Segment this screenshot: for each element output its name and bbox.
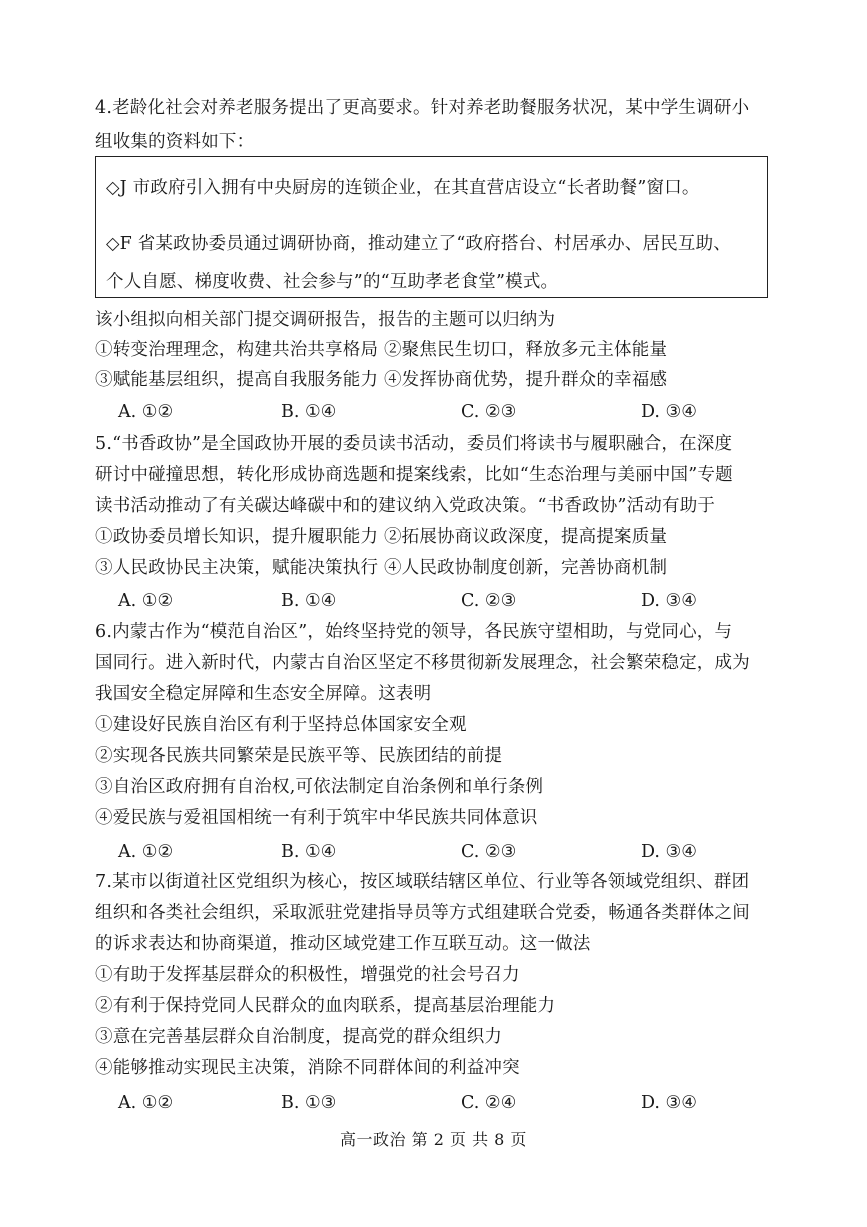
q6-item-4: ④爱民族与爱祖国相统一有利于筑牢中华民族共同体意识 [95,808,538,828]
q4-stem-line-2: 组收集的资料如下： [95,132,255,152]
q5-option-c: C. ②③ [461,591,517,611]
q7-option-d: D. ③④ [641,1093,697,1113]
q4-item-line-1: ①转变治理理念，构建共治共享格局 ②聚焦民生切口，释放多元主体能量 [95,340,668,360]
q5-options [118,591,738,611]
q7-item-2: ②有利于保持党同人民群众的血肉联系，提高基层治理能力 [95,996,556,1016]
q5-stem-line-1: 5.“书香政协”是全国政协开展的委员读书活动，委员们将读书与履职融合，在深度 [95,434,733,454]
q6-option-c: C. ②③ [461,842,517,862]
q7-stem-line-3: 的诉求表达和协商渠道，推动区域党建工作互联互动。这一做法 [95,934,591,954]
q4-option-a: A. ①② [118,402,174,422]
q5-option-d: D. ③④ [641,591,697,611]
q4-options [118,402,738,422]
q7-stem-line-2: 组织和各类社会组织，采取派驻党建指导员等方式组建联合党委，畅通各类群体之间 [95,903,750,923]
q5-option-b: B. ①④ [281,591,337,611]
q5-item-line-2: ③人民政协民主决策，赋能决策执行 ④人民政协制度创新，完善协商机制 [95,558,668,578]
q4-stem-line-1: 4.老龄化社会对养老服务提出了更高要求。针对养老助餐服务状况，某中学生调研小 [95,98,750,118]
q4-option-b: B. ①④ [281,402,337,422]
q5-stem-line-2: 研讨中碰撞思想，转化形成协商选题和提案线索，比如“生态治理与美丽中国”专题 [95,465,733,485]
q7-item-3: ③意在完善基层群众自治制度，提高党的群众组织力 [95,1027,503,1047]
q4-material-line-3: 个人自愿、梯度收费、社会参与”的“互助孝老食堂”模式。 [106,272,559,292]
q5-stem-line-3: 读书活动推动了有关碳达峰碳中和的建议纳入党政决策。“书香政协”活动有助于 [95,496,716,516]
q7-option-a: A. ①② [118,1093,174,1113]
page-footer: 高一政治 第 2 页 共 8 页 [340,1130,527,1149]
q6-stem-line-1: 6.内蒙古作为“模范自治区”，始终坚持党的领导，各民族守望相助，与党同心，与 [95,622,733,642]
q4-material-line-2: ◇F 省某政协委员通过调研协商，推动建立了“政府搭台、村居承办、居民互助、 [106,234,732,254]
q6-options [118,842,738,862]
q6-item-3: ③自治区政府拥有自治权,可依法制定自治条例和单行条例 [95,777,544,797]
q6-stem-line-2: 国同行。进入新时代，内蒙古自治区坚定不移贯彻新发展理念，社会繁荣稳定，成为 [95,653,750,673]
q6-stem-line-3: 我国安全稳定屏障和生态安全屏障。这表明 [95,684,432,704]
q5-item-line-1: ①政协委员增长知识，提升履职能力 ②拓展协商议政深度，提高提案质量 [95,527,668,547]
q7-option-b: B. ①③ [281,1093,337,1113]
q4-material-box [95,156,768,298]
q6-option-b: B. ①④ [281,842,337,862]
q4-option-c: C. ②③ [461,402,517,422]
q6-item-1: ①建设好民族自治区有利于坚持总体国家安全观 [95,715,467,735]
q4-question: 该小组拟向相关部门提交调研报告，报告的主题可以归纳为 [95,310,556,330]
q4-option-d: D. ③④ [641,402,697,422]
q4-material-line-1: ◇J 市政府引入拥有中央厨房的连锁企业，在其直营店设立“长者助餐”窗口。 [106,178,700,198]
q6-option-d: D. ③④ [641,842,697,862]
q6-item-2: ②实现各民族共同繁荣是民族平等、民族团结的前提 [95,746,503,766]
q5-option-a: A. ①② [118,591,174,611]
q4-item-line-2: ③赋能基层组织，提高自我服务能力 ④发挥协商优势，提升群众的幸福感 [95,370,668,390]
q6-option-a: A. ①② [118,842,174,862]
q7-option-c: C. ②④ [461,1093,517,1113]
q7-stem-line-1: 7.某市以街道社区党组织为核心，按区域联结辖区单位、行业等各领域党组织、群团 [95,872,750,892]
q7-options [118,1093,738,1113]
q7-item-4: ④能够推动实现民主决策，消除不同群体间的利益冲突 [95,1058,520,1078]
q7-item-1: ①有助于发挥基层群众的积极性，增强党的社会号召力 [95,965,520,985]
